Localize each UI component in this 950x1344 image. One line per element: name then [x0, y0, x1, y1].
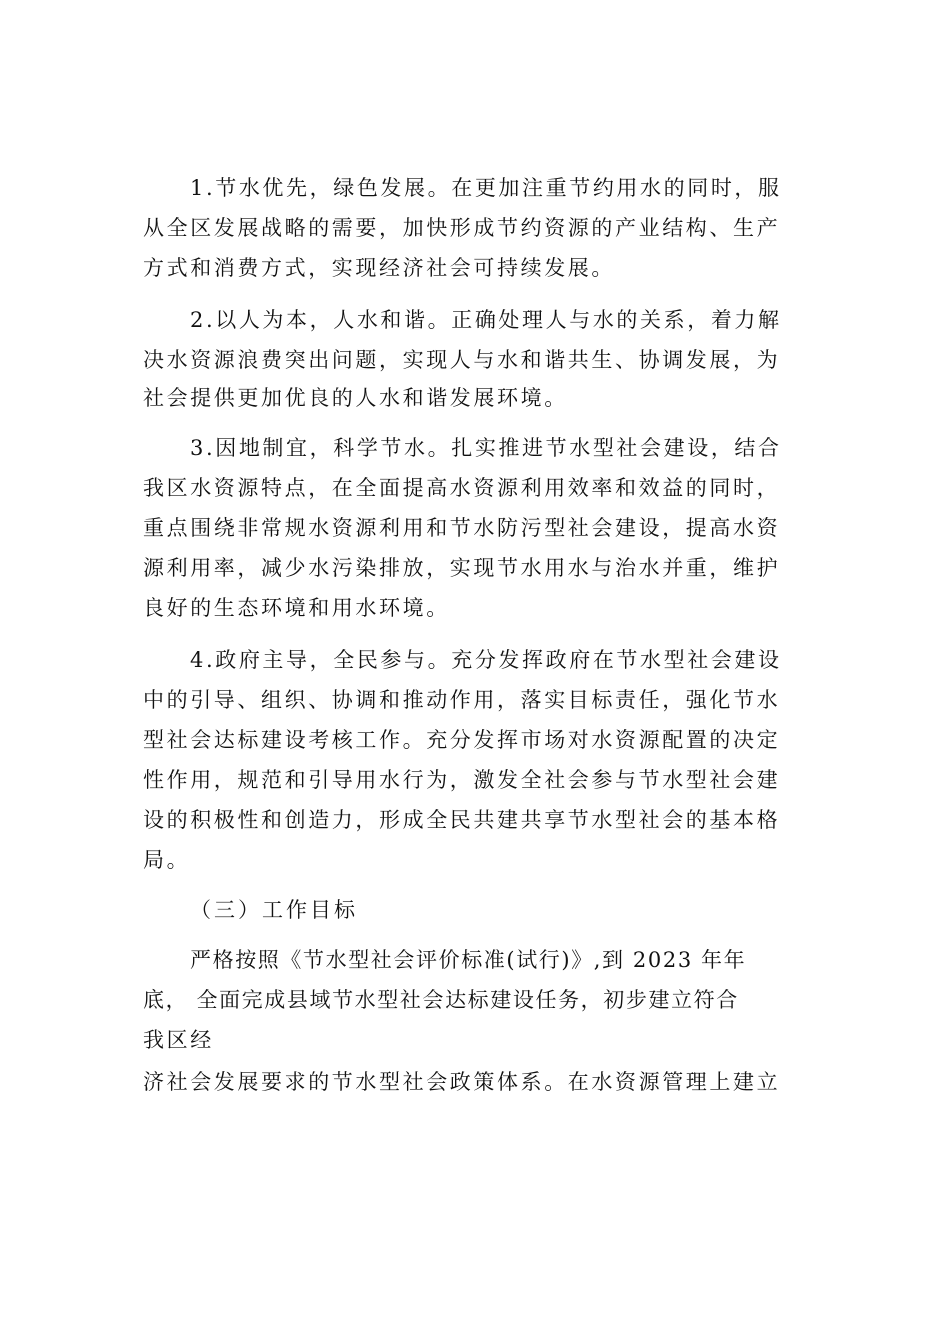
- paragraph-2-line-1: 2.以人为本，人水和谐。正确处理人与水的关系，着力解: [190, 308, 782, 332]
- goal-line-4: 济社会发展要求的节水型社会政策体系。在水资源管理上建立: [143, 1070, 781, 1094]
- paragraph-2-line-3: 社会提供更加优良的人水和谐发展环境。: [143, 386, 568, 410]
- paragraph-3-line-2: 我区水资源特点，在全面提高水资源利用效率和效益的同时，: [143, 476, 781, 500]
- paragraph-3-line-5: 良好的生态环境和用水环境。: [143, 596, 450, 620]
- paragraph-1-line-1: 1.节水优先，绿色发展。在更加注重节约用水的同时，服: [190, 176, 782, 200]
- paragraph-4-line-6: 局。: [143, 848, 191, 872]
- goal-line-1: 严格按照《节水型社会评价标准(试行)》,到 2023 年年: [190, 948, 747, 972]
- paragraph-1-line-3: 方式和消费方式，实现经济社会可持续发展。: [143, 256, 615, 280]
- paragraph-4-line-1: 4.政府主导，全民参与。充分发挥政府在节水型社会建设: [190, 648, 782, 672]
- goal-line-3: 我区经: [143, 1028, 214, 1052]
- goal-line-2: 底， 全面完成县域节水型社会达标建设任务，初步建立符合: [143, 988, 739, 1012]
- paragraph-2-line-2: 决水资源浪费突出问题，实现人与水和谐共生、协调发展，为: [143, 348, 781, 372]
- paragraph-4-line-5: 设的积极性和创造力，形成全民共建共享节水型社会的基本格: [143, 808, 781, 832]
- paragraph-4-line-4: 性作用，规范和引导用水行为，激发全社会参与节水型社会建: [143, 768, 781, 792]
- paragraph-3-line-1: 3.因地制宜，科学节水。扎实推进节水型社会建设，结合: [190, 436, 782, 460]
- paragraph-3-line-3: 重点围绕非常规水资源利用和节水防污型社会建设，提高水资: [143, 516, 781, 540]
- paragraph-1-line-2: 从全区发展战略的需要，加快形成节约资源的产业结构、生产: [143, 216, 781, 240]
- paragraph-3-line-4: 源利用率，减少水污染排放，实现节水用水与治水并重，维护: [143, 556, 781, 580]
- paragraph-4-line-3: 型社会达标建设考核工作。充分发挥市场对水资源配置的决定: [143, 728, 781, 752]
- section-heading: （三）工作目标: [190, 898, 358, 922]
- paragraph-4-line-2: 中的引导、组织、协调和推动作用，落实目标责任，强化节水: [143, 688, 781, 712]
